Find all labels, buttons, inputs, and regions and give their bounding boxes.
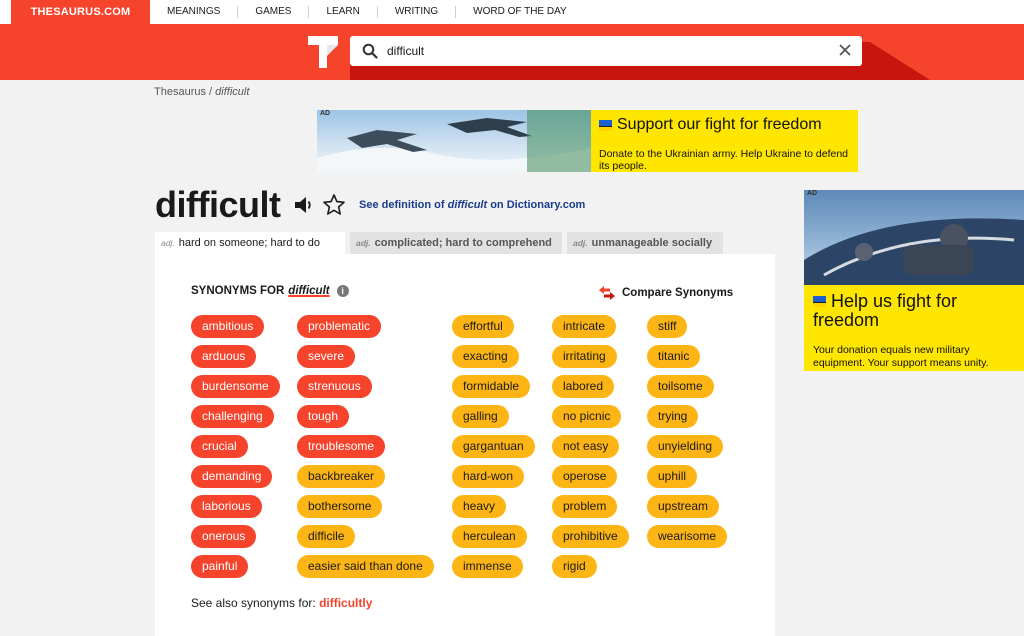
synonym-pill[interactable]: ambitious (191, 315, 264, 338)
synonym-pill[interactable]: strenuous (297, 375, 372, 398)
ad-side-label: AD (807, 190, 818, 197)
ad-banner-side[interactable] (804, 190, 1024, 371)
close-icon[interactable] (838, 43, 852, 57)
synonym-pill[interactable]: rigid (552, 555, 597, 578)
search-field (350, 36, 862, 66)
synonym-pill[interactable]: demanding (191, 465, 272, 488)
synonym-pill[interactable]: not easy (552, 435, 619, 458)
synonym-pill[interactable]: trying (647, 405, 698, 428)
speaker-icon[interactable] (294, 196, 314, 214)
synonym-pill[interactable]: problem (552, 495, 617, 518)
synonym-pill[interactable]: prohibitive (552, 525, 629, 548)
compare-synonyms-label: Compare Synonyms (622, 287, 734, 299)
synonym-pill[interactable]: severe (297, 345, 355, 368)
ukraine-flag-icon (813, 296, 826, 307)
ad-image-pilot (804, 190, 1024, 285)
deflink-word: difficult (447, 199, 488, 211)
synonym-pill[interactable]: immense (452, 555, 523, 578)
nav-writing[interactable]: WRITING (378, 6, 456, 18)
synonym-column-5 (647, 315, 727, 555)
synonym-pill[interactable]: titanic (647, 345, 700, 368)
synonym-pill[interactable]: wearisome (647, 525, 727, 548)
synonym-pill[interactable]: crucial (191, 435, 248, 458)
synonym-pill[interactable]: effortful (452, 315, 514, 338)
tab-pos: adj. (161, 238, 175, 248)
entry-word: difficult (155, 184, 281, 225)
synonym-pill[interactable]: tough (297, 405, 349, 428)
see-also-link[interactable]: difficultly (319, 596, 373, 610)
pilot-cockpit-illustration (804, 190, 1024, 285)
synonym-pill[interactable]: galling (452, 405, 509, 428)
synonym-pill[interactable]: unyielding (647, 435, 723, 458)
ukraine-flag-icon (599, 120, 612, 131)
breadcrumb-separator: / (205, 86, 216, 98)
star-icon[interactable] (322, 193, 346, 217)
deflink-prefix: See definition of (359, 199, 448, 211)
synonym-pill[interactable]: difficile (297, 525, 355, 548)
tab-sense-1[interactable] (155, 232, 345, 254)
synonym-pill[interactable]: hard-won (452, 465, 524, 488)
synonym-pill[interactable]: exacting (452, 345, 519, 368)
tab-sense-3[interactable] (567, 232, 723, 254)
tab-pos: adj. (573, 238, 588, 248)
deflink-suffix: on Dictionary.com (487, 199, 586, 211)
synonym-pill[interactable]: formidable (452, 375, 530, 398)
synonym-column-3 (452, 315, 535, 585)
synonym-pill[interactable]: toilsome (647, 375, 714, 398)
breadcrumb (154, 86, 249, 98)
search-input[interactable] (387, 41, 827, 61)
synonym-pill[interactable]: onerous (191, 525, 256, 548)
search-icon[interactable] (362, 43, 378, 59)
synonym-pill[interactable]: challenging (191, 405, 274, 428)
synonym-pill[interactable]: labored (552, 375, 614, 398)
synonym-pill[interactable]: no picnic (552, 405, 621, 428)
brand-logo[interactable]: THESAURUS.COM (11, 0, 150, 24)
synonym-pill[interactable]: troublesome (297, 435, 385, 458)
ad-label: AD (320, 110, 331, 117)
synonyms-panel (155, 254, 775, 636)
fighter-jets-illustration (317, 110, 591, 172)
thesaurus-logo-icon[interactable] (308, 36, 338, 68)
synonyms-heading (191, 285, 349, 297)
ad-side-headline-text: Help us fight for freedom (813, 291, 958, 330)
ad-top-subtext: Donate to the Ukrainian army. Help Ukraine to defend its people. (599, 148, 849, 172)
synonym-column-2 (297, 315, 434, 585)
tab-label: hard on someone; hard to do (178, 237, 320, 249)
search-hero (0, 24, 1024, 80)
info-icon[interactable]: i (337, 285, 349, 297)
ad-image-jets (317, 110, 591, 172)
nav-learn[interactable]: LEARN (309, 6, 377, 18)
synonym-pill[interactable]: bothersome (297, 495, 382, 518)
synonym-pill[interactable]: backbreaker (297, 465, 385, 488)
synonym-pill[interactable]: upstream (647, 495, 719, 518)
synonym-column-4 (552, 315, 629, 585)
synonyms-heading-word: difficult (288, 285, 330, 297)
synonym-pill[interactable]: uphill (647, 465, 697, 488)
synonym-pill[interactable]: herculean (452, 525, 527, 548)
synonym-pill[interactable]: heavy (452, 495, 506, 518)
synonyms-heading-prefix: SYNONYMS FOR (191, 285, 285, 297)
nav-links (150, 0, 584, 24)
synonym-pill[interactable]: problematic (297, 315, 381, 338)
search-box (350, 36, 862, 66)
synonym-pill[interactable]: laborious (191, 495, 262, 518)
nav-meanings[interactable]: MEANINGS (150, 6, 238, 18)
synonym-pill[interactable]: burdensome (191, 375, 280, 398)
ad-top-headline-text: Support our fight for freedom (617, 116, 822, 133)
ad-side-headline (813, 292, 1013, 330)
compare-synonyms-button[interactable] (598, 286, 733, 300)
nav-word-of-the-day[interactable]: WORD OF THE DAY (473, 6, 567, 17)
synonym-pill[interactable]: operose (552, 465, 617, 488)
nav-games[interactable]: GAMES (238, 6, 309, 18)
tab-label: unmanageable socially (591, 237, 713, 249)
dictionary-definition-link[interactable] (359, 199, 585, 211)
see-also-line (191, 596, 372, 610)
ad-side-subtext: Your donation equals new military equipment. Your support means unity. (813, 344, 989, 369)
tab-label: complicated; hard to comprehend (374, 237, 552, 249)
synonym-pill[interactable]: gargantuan (452, 435, 535, 458)
synonym-pill[interactable]: arduous (191, 345, 256, 368)
see-also-prefix: See also synonyms for: (191, 596, 320, 610)
ad-banner-top[interactable] (317, 110, 858, 172)
breadcrumb-root[interactable]: Thesaurus (154, 86, 206, 98)
breadcrumb-current: difficult (215, 86, 250, 98)
top-nav (0, 0, 1024, 24)
tab-sense-2[interactable] (350, 232, 562, 254)
synonym-pill[interactable]: painful (191, 555, 248, 578)
synonym-pill[interactable]: intricate (552, 315, 616, 338)
synonym-pill[interactable]: easier said than done (297, 555, 434, 578)
synonym-column-1 (191, 315, 280, 585)
tab-pos: adj. (356, 238, 371, 248)
compare-arrows-icon (598, 286, 616, 300)
synonym-pill[interactable]: stiff (647, 315, 687, 338)
ad-top-headline (599, 116, 822, 134)
synonym-pill[interactable]: irritating (552, 345, 617, 368)
